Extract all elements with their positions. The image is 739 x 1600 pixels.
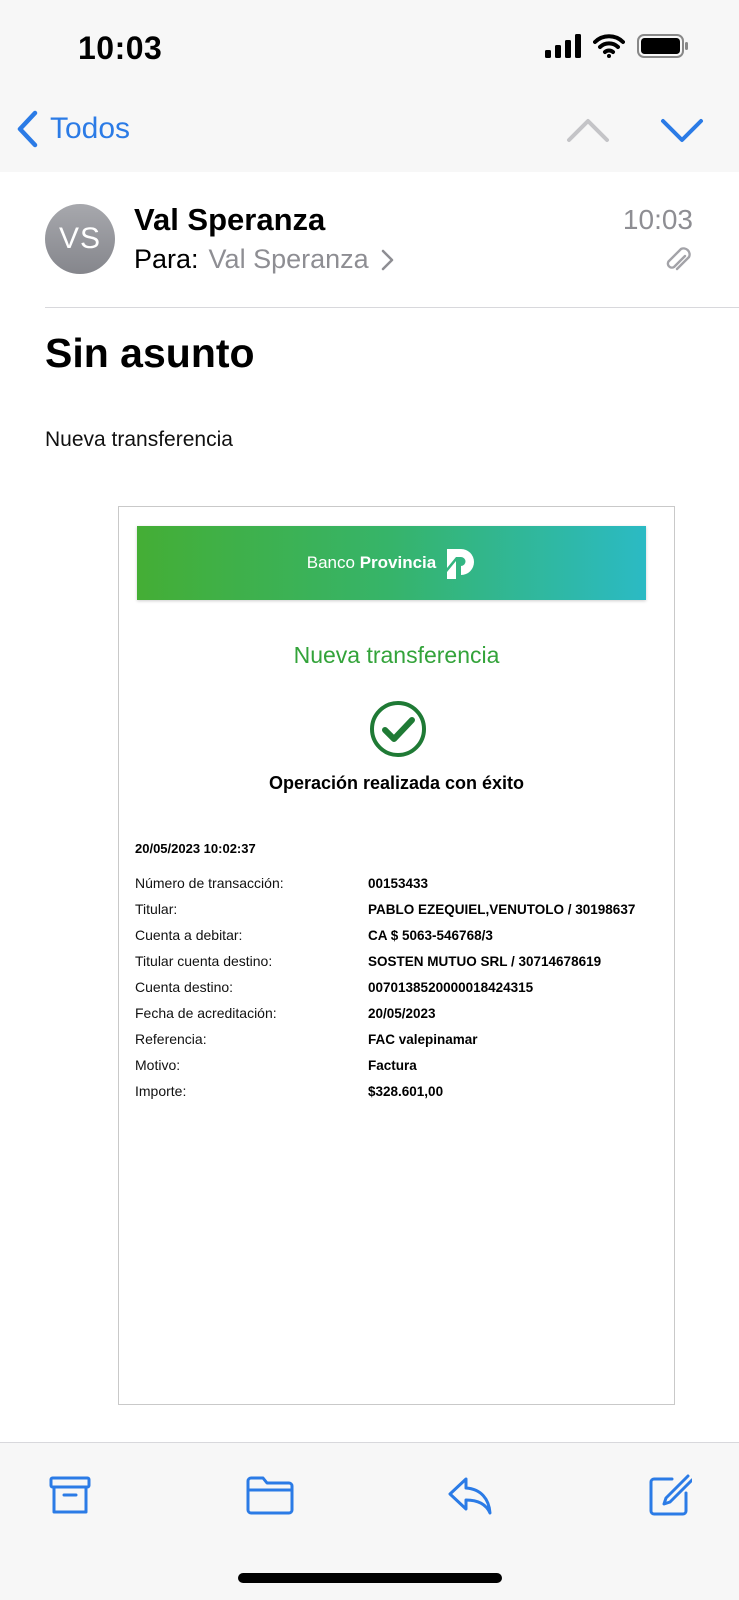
- bank-logo-text: [307, 553, 436, 573]
- detail-label: Motivo:: [135, 1057, 181, 1073]
- detail-row: [135, 974, 665, 1000]
- recipient-row[interactable]: [134, 244, 395, 275]
- detail-row: [135, 1052, 665, 1078]
- wifi-icon: [593, 34, 625, 58]
- back-button[interactable]: [16, 110, 130, 148]
- detail-label: Número de transacción:: [135, 875, 284, 891]
- detail-row: [135, 1078, 665, 1104]
- archive-icon: [48, 1473, 92, 1517]
- detail-label: Referencia:: [135, 1031, 207, 1047]
- detail-value: SOSTEN MUTUO SRL / 30714678619: [368, 953, 602, 969]
- email-subject: Sin asunto: [45, 330, 255, 376]
- detail-value: 0070138520000018424315: [368, 979, 534, 995]
- status-icons: [545, 34, 689, 58]
- chevron-up-icon: [566, 112, 610, 148]
- compose-button[interactable]: [648, 1473, 692, 1522]
- email-time: 10:03: [622, 204, 693, 235]
- detail-value: 00153433: [368, 875, 429, 891]
- back-button-label: Todos: [50, 112, 131, 145]
- bank-name-light: Banco: [306, 553, 355, 572]
- previous-message-button[interactable]: [566, 112, 610, 153]
- detail-row: [135, 896, 665, 922]
- home-indicator: [238, 1573, 502, 1583]
- avatar[interactable]: VS: [45, 204, 115, 274]
- reply-button[interactable]: [446, 1473, 494, 1522]
- detail-label: Cuenta destino:: [135, 979, 234, 995]
- detail-value: $328.601,00: [368, 1083, 444, 1099]
- detail-label: Titular:: [135, 901, 178, 917]
- folder-icon: [245, 1473, 295, 1517]
- status-time: 10:03: [78, 30, 163, 66]
- detail-label: Cuenta a debitar:: [135, 927, 243, 943]
- to-label: Para:: [134, 244, 199, 274]
- nav-bar: [0, 96, 739, 172]
- detail-value: CA $ 5063-546768/3: [368, 927, 493, 943]
- detail-row: [135, 948, 665, 974]
- paperclip-icon: [665, 246, 691, 276]
- detail-value: FAC valepinamar: [368, 1031, 478, 1047]
- bank-logo-icon: [444, 546, 476, 580]
- battery-icon: [637, 34, 689, 58]
- detail-value: Factura: [368, 1057, 417, 1073]
- reply-icon: [446, 1473, 494, 1517]
- chevron-down-icon: [660, 112, 704, 148]
- chevron-left-icon: [16, 110, 38, 148]
- recipient-name: Val Speranza: [208, 244, 369, 274]
- chevron-right-icon: [381, 249, 395, 271]
- detail-row: [135, 1000, 665, 1026]
- cellular-signal-icon: [545, 34, 581, 58]
- next-message-button[interactable]: [660, 112, 704, 153]
- bank-banner: [137, 526, 646, 600]
- detail-row: [135, 870, 665, 896]
- compose-icon: [648, 1473, 692, 1517]
- sender-name[interactable]: Val Speranza: [134, 202, 326, 237]
- archive-button[interactable]: [48, 1473, 92, 1522]
- receipt-datetime: 20/05/2023 10:02:37: [135, 841, 256, 856]
- detail-value: PABLO EZEQUIEL,VENUTOLO / 30198637: [368, 901, 636, 917]
- transfer-receipt: [118, 506, 675, 1405]
- detail-label: Fecha de acreditación:: [135, 1005, 277, 1021]
- detail-label: Titular cuenta destino:: [135, 953, 273, 969]
- email-header: [0, 172, 739, 308]
- receipt-subtitle: Operación realizada con éxito: [268, 773, 525, 793]
- receipt-details: [135, 870, 665, 1104]
- detail-row: [135, 1026, 665, 1052]
- move-to-folder-button[interactable]: [245, 1473, 295, 1522]
- receipt-title: Nueva transferencia: [293, 642, 500, 668]
- email-body-text: Nueva transferencia: [45, 428, 233, 451]
- status-bar: [0, 0, 739, 96]
- bank-name-bold: Provincia: [359, 553, 437, 572]
- detail-label: Importe:: [135, 1083, 187, 1099]
- header-divider: [45, 307, 739, 308]
- success-check-icon: [369, 700, 427, 758]
- detail-row: [135, 922, 665, 948]
- detail-value: 20/05/2023: [368, 1005, 436, 1021]
